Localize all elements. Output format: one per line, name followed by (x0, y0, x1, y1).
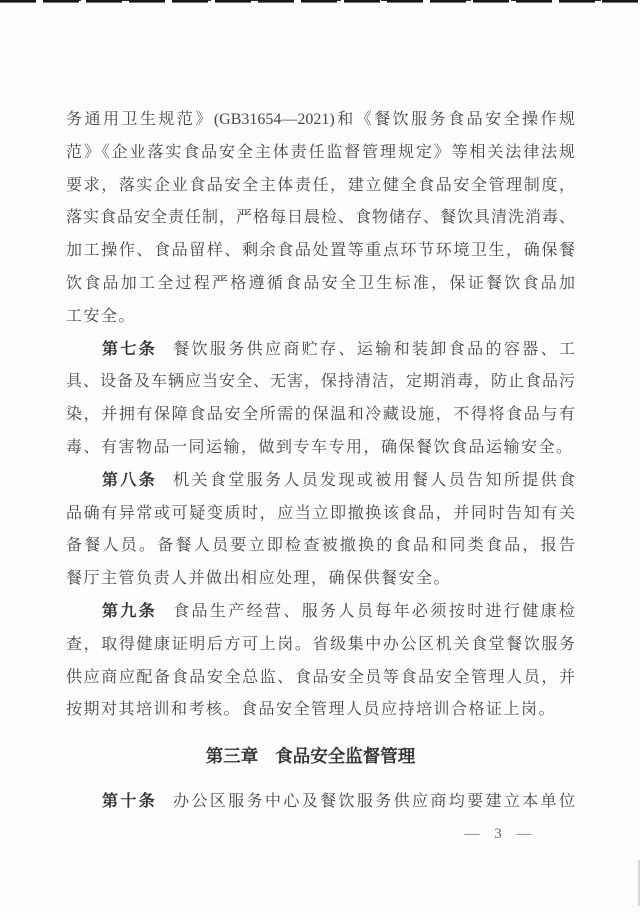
article-text: 食品生产经营、服务人员每年必须按时进行健康检 (173, 602, 575, 620)
text-line (66, 596, 575, 629)
text-line: 加工操作、食品留样、剩余食品处置等重点环节环境卫生，确保餐 (66, 242, 575, 260)
chapter-heading (56, 740, 565, 773)
chapter-title: 食品安全监督管理 (275, 746, 416, 767)
text-line: 范》《企业落实食品安全主体责任监督管理规定》等相关法律法规 (66, 143, 575, 161)
text-line (66, 465, 575, 498)
article-9 (66, 596, 575, 727)
article-7 (66, 334, 575, 465)
article-text: 机关食堂服务人员发现或被用餐人员告知所提供食 (173, 471, 575, 489)
article-8 (66, 465, 575, 596)
text-line: 具、设备及车辆应当安全、无害，保持清洁，定期消毒，防止食品污 (66, 373, 575, 391)
chapter-number: 第三章 (205, 746, 259, 767)
article-number: 第十条 (102, 793, 158, 811)
paragraph-continuation (66, 104, 575, 334)
text-line: 查，取得健康证明后方可上岗。省级集中办公区机关食堂餐饮服务 (66, 635, 575, 653)
article-10 (66, 786, 575, 819)
text-line (66, 786, 575, 819)
text-line: 落实食品安全责任制，严格每日晨检、食物储存、餐饮具清洗消毒、 (66, 209, 575, 227)
article-number: 第八条 (102, 471, 158, 489)
article-text: 办公区服务中心及餐饮服务供应商均要建立本单位 (173, 793, 575, 811)
scan-edge-artifact (0, 0, 640, 4)
article-text: 餐饮服务供应商贮存、运输和装卸食品的容器、工 (173, 340, 575, 358)
text-line: 按期对其培训和考核。食品安全管理人员应持培训合格证上岗。 (66, 701, 557, 719)
text-line: 务通用卫生规范》(GB31654—2021)和《餐饮服务食品安全操作规 (66, 111, 575, 128)
document-body (66, 104, 575, 819)
text-line: 工安全。 (66, 307, 137, 325)
text-line: 要求，落实企业食品安全主体责任，建立健全食品安全管理制度， (66, 176, 575, 194)
article-number: 第九条 (102, 602, 158, 620)
text-line: 饮食品加工全过程严格遵循食品安全卫生标准，保证餐饮食品加 (66, 274, 575, 292)
page-number-label: — 3 — (464, 826, 537, 842)
text-line: 备餐人员。备餐人员要立即检查被撤换的食品和同类食品，报告 (66, 537, 575, 555)
page-number (465, 824, 538, 844)
text-line: 品确有异常或可疑变质时，应当立即撤换该食品，并同时告知有关 (66, 504, 575, 522)
text-line: 染，并拥有保障食品安全所需的保温和冷藏设施，不得将食品与有 (66, 406, 575, 424)
article-number: 第七条 (102, 340, 158, 358)
text-line: 毒、有害物品一同运输，做到专车专用，确保餐饮食品运输安全。 (66, 438, 574, 456)
text-line: 餐厅主管负责人并做出相应处理，确保供餐安全。 (66, 570, 452, 588)
text-line (66, 334, 575, 367)
text-line: 供应商应配备食品安全总监、食品安全员等食品安全管理人员，并 (66, 668, 575, 686)
